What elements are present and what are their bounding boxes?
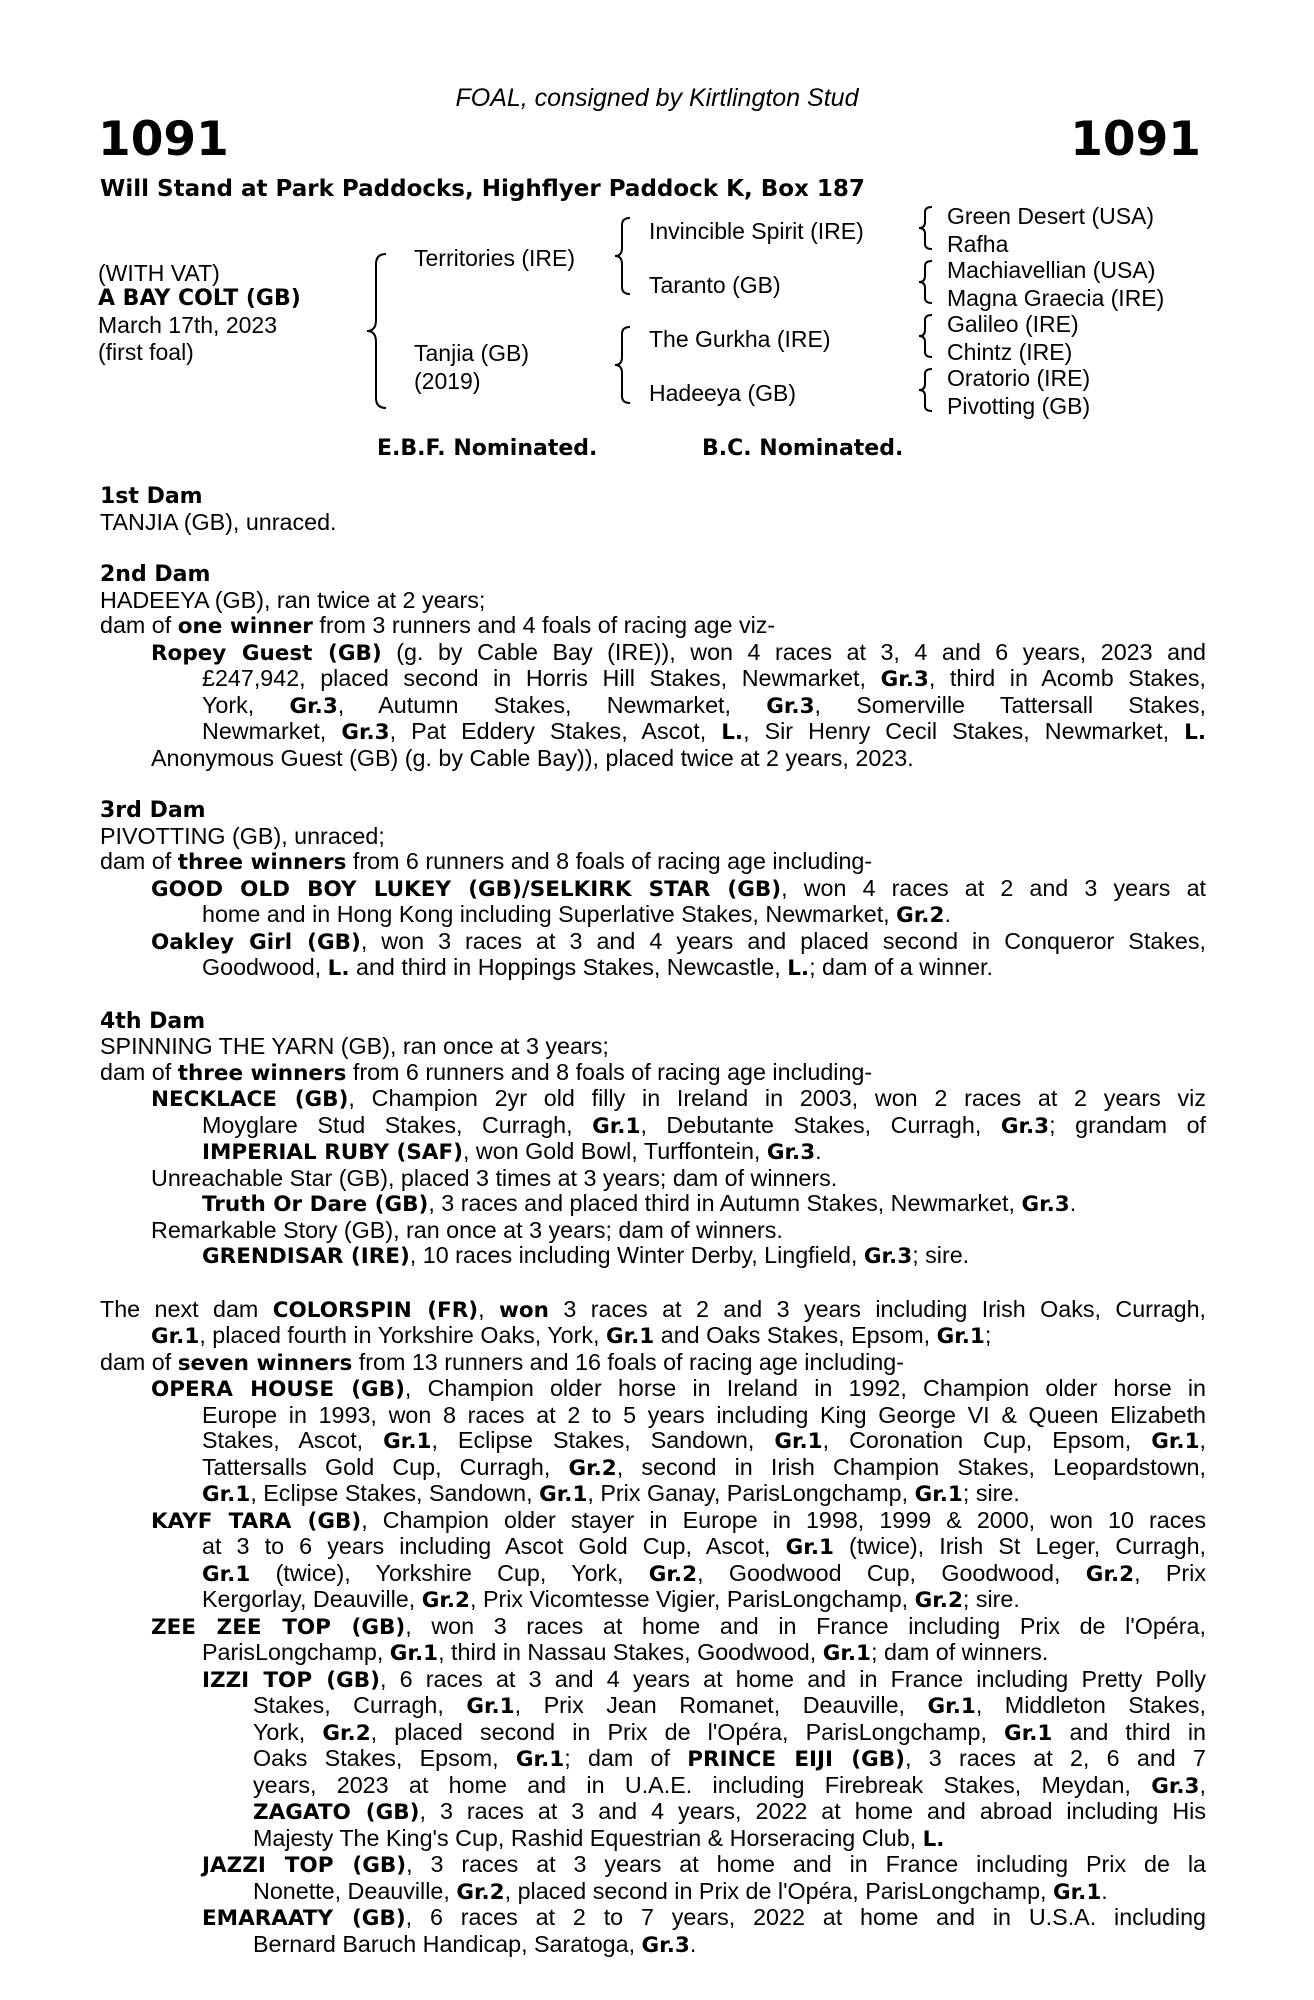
next-dam-section: The next dam COLORSPIN (FR), won 3 races at 2 and 3 years including Irish Oaks, Curragh, Gr.1, placed fourth in Yorkshire Oaks, York, Gr.1 and Oaks Stakes, Epsom, Gr.1; dam of seven winners from 13 runners and 16 foals of racing age including- OPERA HOUSE (GB), Champion older horse in Ireland in 1992, Champion older horse in Europe in 1993, won 8 races at 2 to 5 years including King George VI & Queen Elizabeth Stakes, Ascot, Gr.1, Eclipse Stakes, Sandown, Gr.1, Coronation Cup, Epsom, Gr.1, Tattersalls Gold Cup, Curragh, Gr.2, second in Irish Champion Stakes, Leopardstown, Gr.1, Eclipse Stakes, Sandown, Gr.1, Prix Ganay, ParisLongchamp, Gr.1; sire. KAYF TARA (GB), Champion older stayer in Europe in 1998, 1999 & 2000, won 10 races at 3 to 6 years including Ascot Gold Cup, Ascot, Gr.1 (twice), Irish St Leger, Curragh, Gr.1 (twice), Yorkshire Cup, York, Gr.2, Goodwood Cup, Goodwood, Gr.2, Prix Kergorlay, Deauville, Gr.2, Prix Vicomtesse Vigier, ParisLongchamp, Gr.2; sire. ZEE ZEE TOP (GB), won 3 races at home and in France including Prix de l'Opéra, ParisLongchamp, Gr.1, third in Nassau Stakes, Goodwood, Gr.1; dam of winners. IZZI TOP (GB), 6 races at 3 and 4 years at home and in France including Pretty Polly Stakes, Curragh, Gr.1, Prix Jean Romanet, Deauville, Gr.1, Middleton Stakes, York, Gr.2, placed second in Prix de l'Opéra, ParisLongchamp, Gr.1 and third in Oaks Stakes, Epsom, Gr.1; dam of PRINCE EIJI (GB), 3 races at 2, 6 and 7 years, 2023 at home and in U.A.E. including Firebreak Stakes, Meydan, Gr.3, ZAGATO (GB), 3 races at 3 and 4 years, 2022 at home and abroad including His Majesty The King's Cup, Rashid Equestrian & Horseracing Club, L. JAZZI TOP (GB), 3 races at 3 years at home and in France including Prix de la Nonette, Deauville, Gr.2, placed second in Prix de l'Opéra, ParisLongchamp, Gr.1. EMARAATY (GB), 6 races at 2 to 7 years, 2022 at home and in U.S.A. including Bernard Baruch Handicap, Saratoga, Gr.3.: [100, 1295, 1207, 1958]
third-dam-heading: 3rd Dam: [100, 798, 206, 823]
pedigree-brace-dam: [612, 325, 636, 405]
pedigree-brace-g3-4: [916, 367, 938, 413]
lot-number-left: 1091: [98, 112, 229, 167]
pedigree-brace-g3-1: [916, 205, 938, 251]
pedigree-g3-2: Rafha: [947, 231, 1009, 257]
horse-dob: March 17th, 2023: [98, 312, 278, 338]
pedigree-sire: Territories (IRE): [414, 245, 576, 271]
fourth-dam-section: 4th Dam SPINNING THE YARN (GB), ran once at 3 years; dam of three winners from 6 runners and 8 foals of racing age including- NECKLACE (GB), Champion 2yr old filly in Ireland in 2003, won 2 races at 2 years viz Moyglare Stud Stakes, Curragh, Gr.1, Debutante Stakes, Curragh, Gr.3; grandam of IMPERIAL RUBY (SAF), won Gold Bowl, Turffontein, Gr.3. Unreachable Star (GB), placed 3 times at 3 years; dam of winners. Truth Or Dare (GB), 3 races and placed third in Autumn Stakes, Newmarket, Gr.3. Remarkable Story (GB), ran once at 3 years; dam of winners. GRENDISAR (IRE), 10 races including Winter Derby, Lingfield, Gr.3; sire.: [100, 1008, 1206, 1269]
pedigree-g3-5: Galileo (IRE): [947, 311, 1079, 337]
pedigree-g2-4: Hadeeya (GB): [649, 380, 797, 406]
pedigree-g3-6: Chintz (IRE): [947, 339, 1073, 365]
first-dam-heading: 1st Dam: [100, 484, 203, 509]
pedigree-g2-1: Invincible Spirit (IRE): [649, 218, 864, 244]
consignment-line: FOAL, consigned by Kirtlington Stud: [455, 84, 859, 112]
pedigree-g2-2: Taranto (GB): [649, 272, 781, 298]
first-dam-line: TANJIA (GB), unraced.: [100, 508, 337, 535]
vat-note: (WITH VAT): [98, 260, 220, 286]
pedigree-dam: Tanjia (GB): [414, 340, 530, 366]
pedigree-g3-3: Machiavellian (USA): [947, 257, 1156, 283]
pedigree-brace-sire: [612, 216, 636, 296]
pedigree-brace-g3-2: [916, 259, 938, 305]
produce-record: [100, 484, 1206, 1985]
pedigree-g3-4: Magna Graecia (IRE): [947, 285, 1165, 311]
pedigree-brace-g3-3: [916, 313, 938, 359]
first-dam-section: [100, 484, 1206, 535]
pedigree-dam-year: (2019): [414, 368, 481, 394]
second-dam-heading: 2nd Dam: [100, 562, 211, 587]
lot-number-right: 1091: [1070, 112, 1201, 167]
second-dam-section: 2nd Dam HADEEYA (GB), ran twice at 2 years; dam of one winner from 3 runners and 4 foals of racing age viz- Ropey Guest (GB) (g. by Cable Bay (IRE)), won 4 races at 3, 4 and 6 years, 2023 and £247,942, placed second in Horris Hill Stakes, Newmarket, Gr.3, third in Acomb Stakes, York, Gr.3, Autumn Stakes, Newmarket, Gr.3, Somerville Tattersall Stakes, Newmarket, Gr.3, Pat Eddery Stakes, Ascot, L., Sir Henry Cecil Stakes, Newmarket, L. Anonymous Guest (GB) (g. by Cable Bay)), placed twice at 2 years, 2023.: [100, 562, 1206, 771]
pedigree-brace-main: [364, 252, 394, 410]
third-dam-section: 3rd Dam PIVOTTING (GB), unraced; dam of three winners from 6 runners and 8 foals of racing age including- GOOD OLD BOY LUKEY (GB)/SELKIRK STAR (GB), won 4 races at 2 and 3 years at home and in Hong Kong including Superlative Stakes, Newmarket, Gr.2. Oakley Girl (GB), won 3 races at 3 and 4 years and placed second in Conqueror Stakes, Goodwood, L. and third in Hoppings Stakes, Newcastle, L.; dam of a winner.: [100, 798, 1207, 981]
fourth-dam-heading: 4th Dam: [100, 1008, 206, 1034]
horse-name: A BAY COLT (GB): [98, 286, 301, 311]
pedigree-g2-3: The Gurkha (IRE): [649, 326, 831, 352]
bc-nominated: B.C. Nominated.: [702, 436, 904, 461]
pedigree-g3-7: Oratorio (IRE): [947, 365, 1091, 391]
horse-note: (first foal): [98, 339, 194, 365]
ebf-nominated: E.B.F. Nominated.: [377, 436, 598, 461]
pedigree-g3-8: Pivotting (GB): [947, 393, 1091, 419]
stand-info: Will Stand at Park Paddocks, Highflyer Paddock K, Box 187: [100, 176, 865, 202]
pedigree-g3-1: Green Desert (USA): [947, 203, 1155, 229]
